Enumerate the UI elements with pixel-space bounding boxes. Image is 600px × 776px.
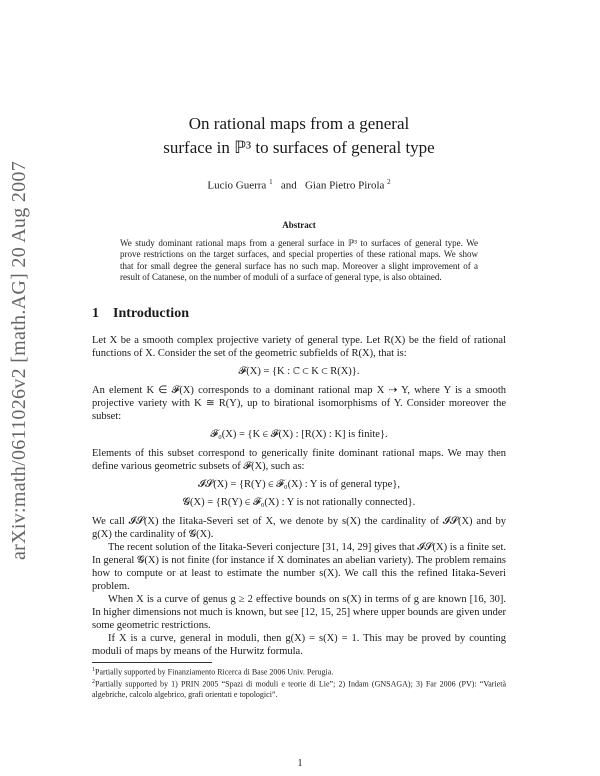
arxiv-identifier-stamp: arXiv:math/0611026v2 [math.AG] 20 Aug 2007: [8, 160, 30, 560]
author-conjunction: and: [280, 179, 297, 192]
footnote-mark: 2: [92, 679, 95, 686]
section-title: Introduction: [113, 305, 189, 321]
page-number: 1: [297, 758, 303, 769]
abstract-text: We study dominant rational maps from a general surface in ℙ³ to surfaces of general type. We prove restrictions on the target surfaces, and special properties of these rational maps. We show that for small degree the general surface has no such map. Moreover a slight improvement of a result of Catanese, on the number of moduli of a surface of general type, is also obtained.: [120, 237, 478, 283]
body-paragraph: An element K ∈ 𝓕(X) corresponds to a dominant rational map X ⇢ Y, where Y is a smooth projective variety with K ≅ R(Y), up to birational isomorphisms of Y. Consider moreover the subset:: [92, 384, 506, 422]
paper-page: [92, 112, 506, 700]
equation: 𝓘𝓢(X) = {R(Y) ∈ 𝓕₀(X) : Y is of general type},: [198, 478, 400, 490]
title-line-1: On rational maps from a general: [188, 114, 410, 133]
author-footnote-mark: 2: [387, 178, 391, 186]
author-list: [92, 178, 506, 192]
body-paragraph: Elements of this subset correspond to generically finite dominant rational maps. We may then define various geometric subsets of 𝓕(X), such as:: [92, 447, 506, 472]
equation: 𝓖(X) = {R(Y) ∈ 𝓕₀(X) : Y is not rationally connected}.: [182, 496, 416, 508]
body-paragraph: We call 𝓘𝓢(X) the Iitaka-Severi set of X, we denote by s(X) the cardinality of 𝓘𝓢(X) and by g(X) the cardinality of 𝓖(X).: [92, 515, 506, 540]
author-name: Lucio Guerra: [207, 179, 267, 192]
title-line-2: surface in ℙ³ to surfaces of general type: [163, 138, 435, 157]
footnote-text: Partially supported by 1) PRIN 2005 “Spazi di moduli e teorie di Lie”; 2) Indam (GNSAGA); 3) Far 2006 (PV): “Varietà algebriche, calcolo algebrico, grafi orientati e topologici”.: [92, 679, 506, 699]
equation: 𝓕(X) = {K : ℂ ⊂ K ⊂ R(X)}.: [238, 365, 360, 377]
body-paragraph: The recent solution of the Iitaka-Severi conjecture [31, 14, 29] gives that 𝓘𝓢(X) is a finite set. In general 𝓖(X) is not finite (for instance if X dominates an abelian variety). The problem remains how to compute or at least to estimate the number s(X). We call this the refined Iitaka-Severi problem.: [92, 541, 506, 592]
footnote: [92, 677, 506, 700]
body-paragraph: Let X be a smooth complex projective variety of general type. Let R(X) be the field of rational functions of X. Consider the set of the geometric subfields of R(X), that is:: [92, 334, 506, 359]
section-number: 1: [92, 305, 99, 321]
section-heading: [92, 306, 506, 322]
author-footnote-mark: 1: [269, 178, 273, 186]
footnote: [92, 665, 506, 678]
equation: 𝓕₀(X) = {K ∈ 𝓕(X) : [R(X) : K] is finite}.: [210, 428, 388, 440]
author-name: Gian Pietro Pirola: [304, 179, 385, 192]
footnote-text: Partially supported by Finanziamento Ricerca di Base 2006 Univ. Perugia.: [95, 667, 334, 677]
abstract-heading: Abstract: [282, 219, 316, 230]
footnote-mark: 1: [92, 666, 95, 673]
body-paragraph: When X is a curve of genus g ≥ 2 effective bounds on s(X) in terms of g are known [16, 30]. In higher dimensions not much is known, but see [12, 15, 25] where upper bounds are given under some geometric restrictions.: [92, 593, 506, 631]
paper-title: [92, 112, 506, 160]
body-paragraph: If X is a curve, general in moduli, then g(X) = s(X) = 1. This may be proved by counting moduli of maps by means of the Hurwitz formula.: [92, 632, 506, 657]
